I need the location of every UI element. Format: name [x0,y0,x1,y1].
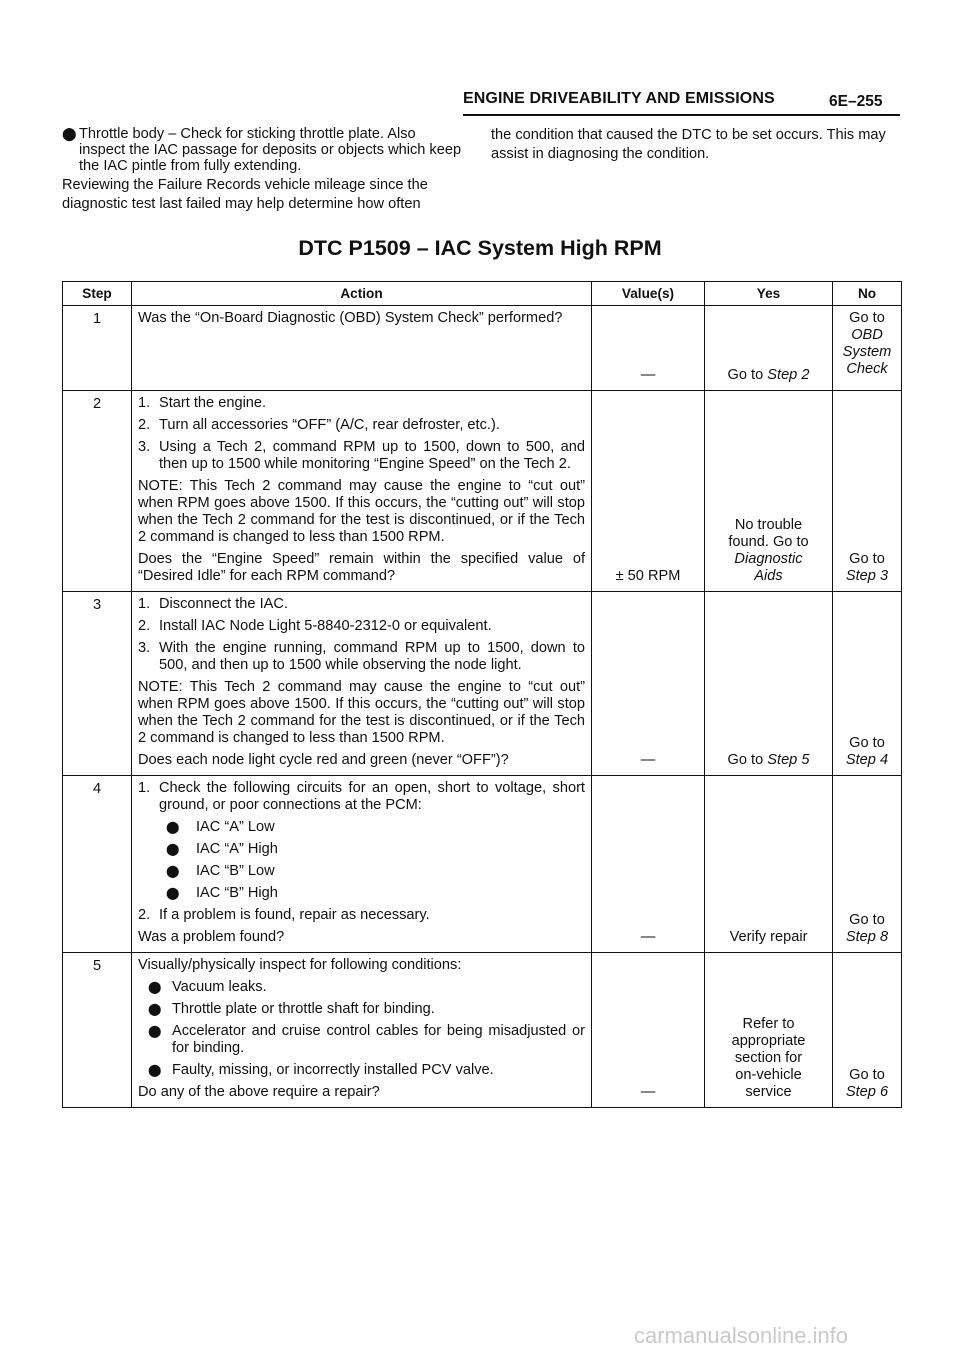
item-text: Check the following circuits for an open, short to voltage, short ground, or poor connections at the PCM: [159,780,585,813]
item-text: With the engine running, command RPM up to 1500, down to 500, and then up to 1500 while observing the node light. [159,640,585,673]
header-rule [463,114,900,116]
item-text: Turn all accessories “OFF” (A/C, rear defroster, etc.). [159,417,500,433]
no-obd-link[interactable]: System [842,344,892,360]
condition-text: Vacuum leaks. [172,979,267,995]
step-question: Does the “Engine Speed” remain within the specified value of “Desired Idle” for each RPM command? [138,551,585,584]
step-value: ± 50 RPM [592,391,705,592]
page-number: 6E–255 [829,93,883,110]
section-title: ENGINE DRIVEABILITY AND EMISSIONS [463,90,775,107]
step-question: Was the “On-Board Diagnostic (OBD) System Check” performed? [138,310,563,326]
watermark: carmanualsonline.info [634,1323,849,1348]
header-action: Action [132,282,592,306]
diagnostic-table [62,281,902,1108]
bullet-icon: ⬤ [166,842,180,856]
table-row [63,592,902,776]
step-number: 4 [63,776,132,953]
step-value: — [592,953,705,1108]
step-action [132,306,592,391]
list-item: 3. With the engine running, command RPM up to 1500, down to 500, and then up to 1500 while observing the node light. [138,640,585,673]
condition-text: Accelerator and cruise control cables for being misadjusted or for binding. [172,1023,585,1056]
no-step-link[interactable]: Step 6 [845,1084,889,1100]
item-text: Disconnect the IAC. [159,596,288,612]
step-action [132,953,592,1108]
page-title: DTC P1509 – IAC System High RPM [298,236,662,260]
header-values: Value(s) [592,282,705,306]
step-yes [705,391,833,592]
bullet-icon: ⬤ [148,1024,162,1038]
step-action [132,391,592,592]
table-row [63,391,902,592]
step-lead: Visually/physically inspect for following conditions: [138,957,462,973]
no-step-link[interactable]: Step 4 [845,752,889,768]
no-prefix: Go to [849,310,885,326]
condition-item [138,1062,585,1079]
step-no [833,953,902,1108]
condition-text: Faulty, missing, or incorrectly installed PCV valve. [172,1062,494,1078]
no-prefix: Go to [849,1067,885,1083]
condition-text: Throttle plate or throttle shaft for binding. [172,1001,435,1017]
step-action [132,592,592,776]
list-item: 2. Turn all accessories “OFF” (A/C, rear defroster, etc.). [138,417,500,433]
step-yes: Verify repair [705,776,833,953]
step-note: NOTE: This Tech 2 command may cause the engine to “cut out” when RPM goes above 1500. If this occurs, the “cutting out” will stop when the Tech 2 command for the test is discontinued, or if the Tech 2 command is changed to less than 1500 RPM. [138,679,585,746]
step-yes [705,953,833,1108]
step-question: Does each node light cycle red and green (never “OFF”)? [138,752,509,768]
yes-text: No trouble [734,517,803,533]
circuit-item [138,885,585,902]
circuit-text: IAC “B” Low [196,863,275,879]
step-value: — [592,776,705,953]
step-no [833,592,902,776]
step-value: — [592,592,705,776]
item-text: Install IAC Node Light 5-8840-2312-0 or equivalent. [159,618,492,634]
yes-text: service [745,1084,792,1100]
list-item: 1. Disconnect the IAC. [138,596,288,612]
item-text: Start the engine. [159,395,267,411]
circuit-item [138,819,585,836]
yes-diagnostic-aids-link[interactable]: Aids [754,568,783,584]
table-row [63,776,902,953]
step-no [833,306,902,391]
step-question: Was a problem found? [138,929,285,945]
step-yes [705,592,833,776]
step-note: NOTE: This Tech 2 command may cause the engine to “cut out” when RPM goes above 1500. If this occurs, the “cutting out” will stop when the Tech 2 command for the test is discontinued, or if the Tech 2 command is changed to less than 1500 RPM. [138,478,585,545]
no-obd-link[interactable]: Check [846,361,888,377]
no-step-link[interactable]: Step 8 [845,929,889,945]
yes-prefix: Go to [727,367,764,383]
no-obd-link[interactable]: OBD [851,327,883,343]
step-number: 3 [63,592,132,776]
intro-paragraph-left: Reviewing the Failure Records vehicle mileage since the diagnostic test last failed may help determine how often [62,177,428,212]
step-number: 5 [63,953,132,1108]
table-row [63,953,902,1108]
intro-left-column [62,126,462,213]
yes-text: appropriate [731,1033,806,1049]
list-item: 1. Check the following circuits for an open, short to voltage, short ground, or poor connections at the PCM: [138,780,585,813]
yes-step-link[interactable]: Step 2 [767,367,810,383]
bullet-icon: ⬤ [166,864,180,878]
step-question: Do any of the above require a repair? [138,1084,380,1100]
step-no [833,391,902,592]
intro-right-column [491,126,901,163]
no-prefix: Go to [849,735,885,751]
header-yes: Yes [705,282,833,306]
circuit-item [138,841,585,858]
yes-step-link[interactable]: Step 5 [767,752,810,768]
circuit-text: IAC “A” High [196,841,278,857]
item-text: If a problem is found, repair as necessary. [159,907,430,923]
circuit-text: IAC “B” High [196,885,278,901]
bullet-icon: ⬤ [166,886,180,900]
step-number: 2 [63,391,132,592]
header-no: No [833,282,902,306]
list-item: 2. If a problem is found, repair as necessary. [138,907,430,923]
intro-bullet [62,126,462,174]
yes-text: section for [734,1050,803,1066]
no-prefix: Go to [849,551,885,567]
page-header [0,90,960,114]
list-item: 1. Start the engine. [138,395,267,411]
bullet-icon: ⬤ [148,980,162,994]
circuit-item [138,863,585,880]
step-no [833,776,902,953]
condition-item [138,1023,585,1057]
table-row [63,306,902,391]
no-prefix: Go to [849,912,885,928]
yes-text: found. Go to [728,534,809,550]
list-item: 3. Using a Tech 2, command RPM up to 1500, down to 500, and then up to 1500 while monitoring “Engine Speed” on the Tech 2. [138,439,585,472]
yes-diagnostic-aids-link[interactable]: Diagnostic [734,551,803,567]
no-step-link[interactable]: Step 3 [845,568,889,584]
step-yes [705,306,833,391]
table-header-row [63,282,902,306]
bullet-icon: ⬤ [166,820,180,834]
yes-prefix: Go to [727,752,764,768]
bullet-icon: ⬤ [148,1063,162,1077]
step-value: — [592,306,705,391]
condition-item [138,979,585,996]
circuit-text: IAC “A” Low [196,819,275,835]
list-item: 2. Install IAC Node Light 5-8840-2312-0 or equivalent. [138,618,492,634]
condition-item [138,1001,585,1018]
step-number: 1 [63,306,132,391]
bullet-icon: ⬤ [62,126,77,141]
bullet-icon: ⬤ [148,1002,162,1016]
intro-paragraph-right: the condition that caused the DTC to be set occurs. This may assist in diagnosing the condition. [491,127,886,162]
item-text: Using a Tech 2, command RPM up to 1500, down to 500, and then up to 1500 while monitoring “Engine Speed” on the Tech 2. [159,439,585,472]
step-action [132,776,592,953]
header-step: Step [63,282,132,306]
yes-text: Refer to [742,1016,795,1032]
yes-text: on-vehicle [735,1067,802,1083]
intro-bullet-text: Throttle body – Check for sticking throttle plate. Also inspect the IAC passage for deposits or objects which keep the IAC pintle from fully extending. [79,126,462,174]
